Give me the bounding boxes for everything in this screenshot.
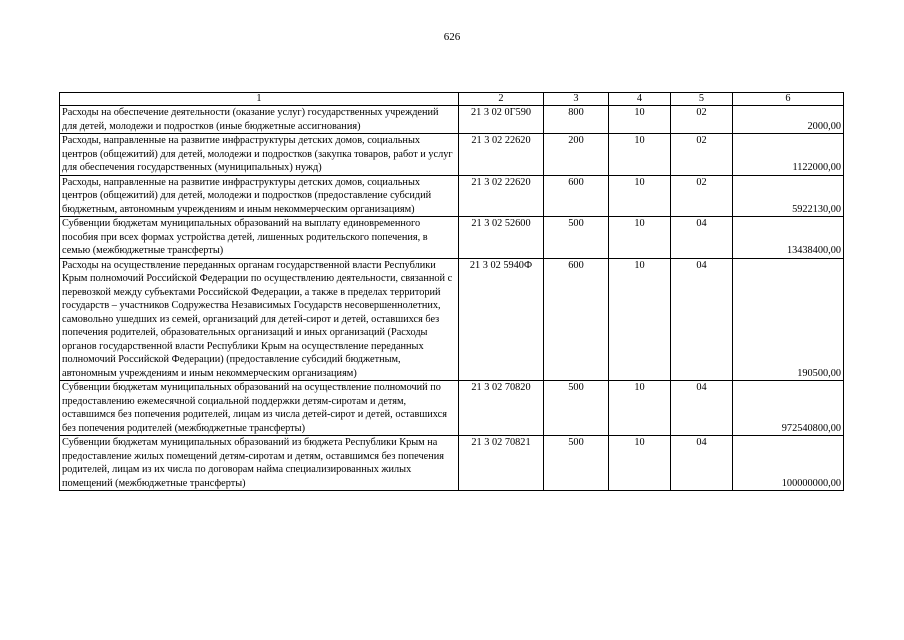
subsection: 02 bbox=[671, 106, 733, 134]
expense-type: 500 bbox=[544, 217, 609, 259]
table-row bbox=[60, 258, 844, 381]
expense-type: 600 bbox=[544, 175, 609, 217]
section: 10 bbox=[609, 258, 671, 381]
amount: 1122000,00 bbox=[733, 134, 844, 176]
expense-name: Расходы на осуществление переданных органам государственной власти Республики Крым полномочий Российской Федерации по осуществлению деятельности, связанной с перевозкой между субъектами Российской Федерации, а также в пределах территорий государств – участников Содружества Независимых Государств несовершеннолетних, самовольно ушедших из семей, организаций для детей-сирот и детей, оставшихся без попечения родителей, образовательных организаций и иных организаций (Расходы органов государственной власти Республики Крым на осуществление переданных полномочий Российской Федерации) (предоставление субсидий бюджетным, автономным учреждениям и иным некоммерческим организациям) bbox=[60, 258, 459, 381]
amount: 972540800,00 bbox=[733, 381, 844, 436]
subsection: 04 bbox=[671, 436, 733, 491]
section: 10 bbox=[609, 381, 671, 436]
column-header: 5 bbox=[671, 93, 733, 106]
target-code: 21 3 02 5940Ф bbox=[459, 258, 544, 381]
expense-type: 500 bbox=[544, 436, 609, 491]
expense-type: 600 bbox=[544, 258, 609, 381]
subsection: 02 bbox=[671, 175, 733, 217]
table-row bbox=[60, 175, 844, 217]
table-row bbox=[60, 436, 844, 491]
target-code: 21 3 02 22620 bbox=[459, 134, 544, 176]
target-code: 21 3 02 70821 bbox=[459, 436, 544, 491]
table-row bbox=[60, 106, 844, 134]
column-header: 3 bbox=[544, 93, 609, 106]
budget-table bbox=[59, 92, 844, 491]
subsection: 04 bbox=[671, 217, 733, 259]
subsection: 04 bbox=[671, 381, 733, 436]
table-row bbox=[60, 381, 844, 436]
column-header: 6 bbox=[733, 93, 844, 106]
target-code: 21 3 02 22620 bbox=[459, 175, 544, 217]
expense-type: 800 bbox=[544, 106, 609, 134]
target-code: 21 3 02 52600 bbox=[459, 217, 544, 259]
expense-type: 200 bbox=[544, 134, 609, 176]
target-code: 21 3 02 0Г590 bbox=[459, 106, 544, 134]
column-header: 2 bbox=[459, 93, 544, 106]
target-code: 21 3 02 70820 bbox=[459, 381, 544, 436]
expense-name: Субвенции бюджетам муниципальных образований на осуществление полномочий по предоставлению ежемесячной социальной поддержки детям-сиротам и детям, оставшимся без попечения родителей, лицам из числа детей-сирот и детей, оставшихся без попечения родителей (межбюджетные трансферты) bbox=[60, 381, 459, 436]
amount: 190500,00 bbox=[733, 258, 844, 381]
column-header: 4 bbox=[609, 93, 671, 106]
column-header: 1 bbox=[60, 93, 459, 106]
expense-name: Расходы на обеспечение деятельности (оказание услуг) государственных учреждений для детей, молодежи и подростков (иные бюджетные ассигнования) bbox=[60, 106, 459, 134]
section: 10 bbox=[609, 106, 671, 134]
table-row bbox=[60, 134, 844, 176]
expense-name: Расходы, направленные на развитие инфраструктуры детских домов, социальных центров (общежитий) для детей, молодежи и подростков (закупка товаров, работ и услуг для обеспечения государственных (муниципальных) нужд) bbox=[60, 134, 459, 176]
expense-name: Субвенции бюджетам муниципальных образований на выплату единовременного пособия при всех формах устройства детей, лишенных родительского попечения, в семью (межбюджетные трансферты) bbox=[60, 217, 459, 259]
section: 10 bbox=[609, 134, 671, 176]
subsection: 04 bbox=[671, 258, 733, 381]
section: 10 bbox=[609, 217, 671, 259]
subsection: 02 bbox=[671, 134, 733, 176]
section: 10 bbox=[609, 175, 671, 217]
expense-name: Расходы, направленные на развитие инфраструктуры детских домов, социальных центров (общежитий) для детей, молодежи и подростков (предоставление субсидий бюджетным, автономным учреждениям и иным некоммерческим организациям) bbox=[60, 175, 459, 217]
page-number: 626 bbox=[443, 31, 461, 43]
table-header-row bbox=[60, 93, 844, 106]
amount: 5922130,00 bbox=[733, 175, 844, 217]
amount: 2000,00 bbox=[733, 106, 844, 134]
expense-name: Субвенции бюджетам муниципальных образований из бюджета Республики Крым на предоставление жилых помещений детям-сиротам и детям, оставшимся без попечения родителей, лицам из их числа по договорам найма специализированных жилых помещений (межбюджетные трансферты) bbox=[60, 436, 459, 491]
amount: 13438400,00 bbox=[733, 217, 844, 259]
amount: 100000000,00 bbox=[733, 436, 844, 491]
section: 10 bbox=[609, 436, 671, 491]
expense-type: 500 bbox=[544, 381, 609, 436]
table-row bbox=[60, 217, 844, 259]
